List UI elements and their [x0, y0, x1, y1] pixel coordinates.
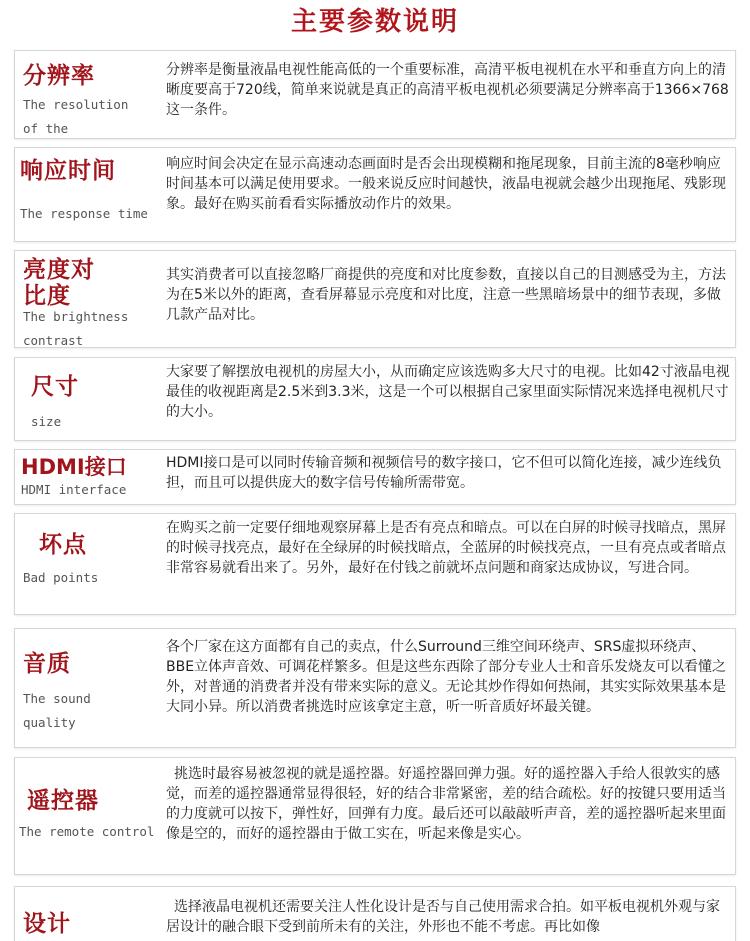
param-description: HDMI接口是可以同时传输音频和视频信号的数字接口，它不但可以简化连接，减少连线负担，而且可以提供庞大的数字信号传输所需带宽。 — [166, 455, 722, 491]
param-title-en: size — [31, 414, 62, 429]
param-card-design — [14, 886, 736, 941]
param-label — [23, 532, 163, 590]
param-description: 响应时间会决定在显示高速动态画面时是否会出现模糊和拖尾现象，目前主流的8毫秒响应时间基本可以满足使用要求。一般来说反应时间越快，液晶电视就会越少出现拖尾、残影现象。最好在购买前看看实际播放动作片的效果。 — [166, 156, 726, 212]
param-title-en: Bad points — [23, 570, 99, 585]
param-description: 挑选时最容易被忽视的就是遥控器。好遥控器回弹力强。好的遥控器入手给人很敦实的感觉，而差的遥控器通常显得很轻，好的结合非常紧密，差的结合疏松。好的按键只要用适当的力度就可以按下，弹性好，回弹有力度。最后还可以敲敲听声音，差的遥控器听起来里面像是空的，而好的遥控器由于做工实在，听起来像是实心。 — [166, 766, 726, 842]
param-title-zh: 亮度对比度 — [23, 257, 95, 309]
param-card-remote-control — [14, 757, 736, 875]
param-title-en: The response time — [20, 206, 148, 221]
param-card-size — [14, 357, 736, 441]
param-title-zh: 音质 — [23, 651, 71, 677]
param-title-zh: 分辨率 — [23, 63, 95, 89]
param-title-en: HDMI interface — [21, 482, 127, 497]
param-description: 选择液晶电视机还需要关注人性化设计是否与自己使用需求合拍。如平板电视机外观与家居设计的融合眼下受到前所未有的关注，外形也不能不考虑。再比如像 — [166, 899, 720, 935]
param-title-zh: 响应时间 — [20, 158, 116, 184]
param-title-en: The resolution of the — [23, 97, 129, 136]
param-description: 分辨率是衡量液晶电视性能高低的一个重要标准，高清平板电视机在水平和垂直方向上的清晰度要高于720线，简单来说就是真正的高清平板电视机必须要满足分辨率高于1366×768这一条件。 — [166, 62, 729, 118]
param-card-resolution — [14, 50, 736, 139]
param-description: 各个厂家在这方面都有自己的卖点，什么Surround三维空间环绕声、SRS虚拟环绕声、BBE立体声音效、可调花样繁多。但是这些东西除了部分专业人士和音乐发烧友可以看懂之外，对普通的消费者并没有带来实际的意义。无论其炒作得如何热闹，其实实际效果基本是大同小异。所以消费者挑选时应该拿定主意，听一听音质好坏最关键。 — [166, 639, 727, 715]
param-card-sound-quality — [14, 628, 736, 748]
param-description: 在购买之前一定要仔细地观察屏幕上是否有亮点和暗点。可以在白屏的时候寻找暗点，黑屏的时候寻找亮点，最好在全绿屏的时候找暗点，全蓝屏的时候找亮点，一旦有亮点或者暗点非常容易就看出来了。另外，最好在付钱之前就坏点问题和商家达成协议，写进合同。 — [166, 520, 726, 576]
param-title-en: The sound quality — [23, 691, 91, 730]
param-title-en: The brightness contrast — [23, 309, 129, 348]
param-card-brightness-contrast — [14, 250, 736, 348]
param-card-response-time — [14, 147, 736, 242]
param-title-zh: 尺寸 — [31, 374, 79, 400]
param-label — [23, 651, 163, 735]
param-label — [21, 454, 161, 500]
page-title: 主要参数说明 — [290, 7, 459, 37]
param-card-hdmi — [14, 449, 736, 505]
param-title-en: The remote control — [19, 824, 155, 839]
param-description: 其实消费者可以直接忽略厂商提供的亮度和对比度参数，直接以自己的目测感受为主，方法为在5米以外的距离，查看屏幕显示亮度和对比度，注意一些黑暗场景中的细节表现，多做几款产品对比。 — [166, 267, 726, 323]
param-label — [19, 788, 159, 844]
param-label — [23, 257, 163, 348]
param-title-zh: 遥控器 — [27, 788, 99, 814]
param-label — [31, 374, 171, 434]
param-title-zh: HDMI接口 — [21, 455, 127, 479]
param-title-zh: 设计 — [23, 911, 71, 937]
param-label — [23, 911, 163, 937]
param-label — [23, 63, 163, 139]
param-label — [20, 158, 166, 226]
param-description: 大家要了解摆放电视机的房屋大小，从而确定应该选购多大尺寸的电视。比如42寸液晶电视最佳的收视距离是2.5米到3.3米，这是一个可以根据自己家里面实际情况来选择电视机尺寸的大小。 — [166, 364, 730, 420]
param-title-zh: 坏点 — [39, 532, 87, 558]
param-card-bad-points — [14, 513, 736, 615]
